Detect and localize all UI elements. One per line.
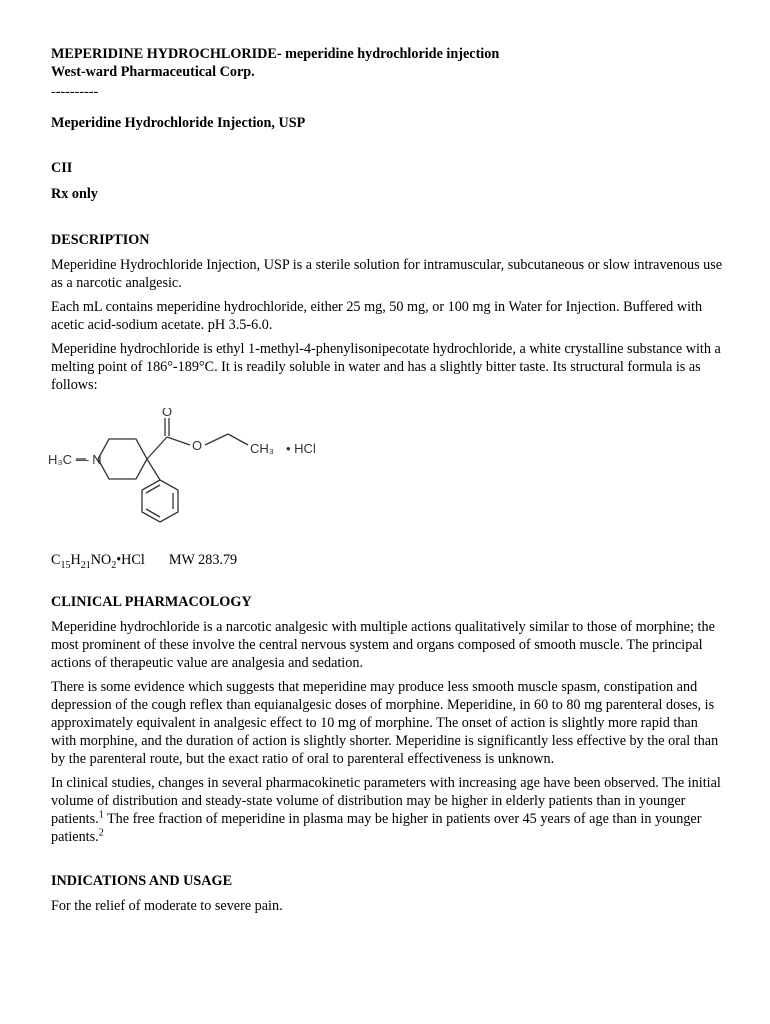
structural-formula — [48, 408, 723, 548]
structure-label-carbonyl-o: O — [162, 408, 173, 419]
description-paragraph: Each mL contains meperidine hydrochloride, either 25 mg, 50 mg, or 100 mg in Water for Injection. Buffered with acetic acid-sodium acetate. pH 3.5-6.0. — [51, 299, 703, 333]
label-document — [48, 45, 723, 915]
product-name: Meperidine Hydrochloride Injection, USP — [51, 115, 306, 131]
description-paragraph: Meperidine Hydrochloride Injection, USP is a sterile solution for intramuscular, subcutaneous or slow intravenous use as a narcotic analgesic. — [51, 257, 723, 291]
description-heading: DESCRIPTION — [51, 232, 150, 248]
structure-label-hcl: • HCl — [286, 441, 316, 456]
pharmacology-paragraph: In clinical studies, changes in several pharmacokinetic parameters with increasing age have been observed. The initial volume of distribution and steady-state volume of distribution may be higher in elderly patients than in younger patients.$^1$ The free fraction of meperidine in plasma may be higher in patients over 45 years of age than in younger patients.$^2$ — [51, 775, 721, 845]
footnote-ref[interactable]: 2 — [98, 827, 104, 839]
structure-label-ch3: CH₃ — [250, 441, 275, 456]
indications-heading: INDICATIONS AND USAGE — [51, 873, 233, 889]
pharmacology-paragraph: Meperidine hydrochloride is a narcotic analgesic with multiple actions qualitatively similar to those of morphine; the most prominent of these involve the central nervous system and organs composed of smooth muscle. The principal actions of therapeutic value are analgesia and sedation. — [51, 619, 715, 671]
structure-label-ester-o: O — [192, 438, 203, 453]
molecular-formula-text: $C_{15}H_{21}NO_2•HCl$ — [51, 552, 145, 571]
rx-only-label: Rx only — [51, 186, 98, 202]
document-title: MEPERIDINE HYDROCHLORIDE- meperidine hydrochloride injection — [51, 46, 500, 62]
separator: ---------- — [51, 84, 99, 100]
molecular-weight: MW 283.79 — [168, 552, 238, 568]
structural-formula-drawing — [48, 408, 338, 548]
structure-label-methyl-n: H₃C — N — [48, 452, 102, 467]
schedule-label: CII — [51, 160, 73, 176]
company-name: West-ward Pharmaceutical Corp. — [51, 64, 255, 80]
molecular-formula — [51, 551, 723, 569]
indications-paragraph: For the relief of moderate to severe pain. — [51, 898, 283, 914]
footnote-ref[interactable]: 1 — [98, 809, 104, 821]
clinical-pharmacology-heading: CLINICAL PHARMACOLOGY — [51, 594, 252, 610]
description-paragraph: Meperidine hydrochloride is ethyl 1-methyl-4-phenylisonipecotate hydrochloride, a white crystalline substance with a melting point of 186°-189°C. It is readily soluble in water and has a slightly bitter taste. Its structural formula is as follows: — [51, 341, 721, 393]
pharmacology-paragraph: There is some evidence which suggests that meperidine may produce less smooth muscle spasm, constipation and depression of the cough reflex than equianalgesic doses of morphine. Meperidine, in 60 to 80 mg parenteral doses, is approximately equivalent in analgesic effect to 10 mg of morphine. The onset of action is slightly more rapid than with morphine, and the duration of action is slightly shorter. Meperidine is significantly less effective by the oral than by the parenteral route, but the exact ratio of oral to parenteral effectiveness is unknown. — [51, 679, 719, 767]
